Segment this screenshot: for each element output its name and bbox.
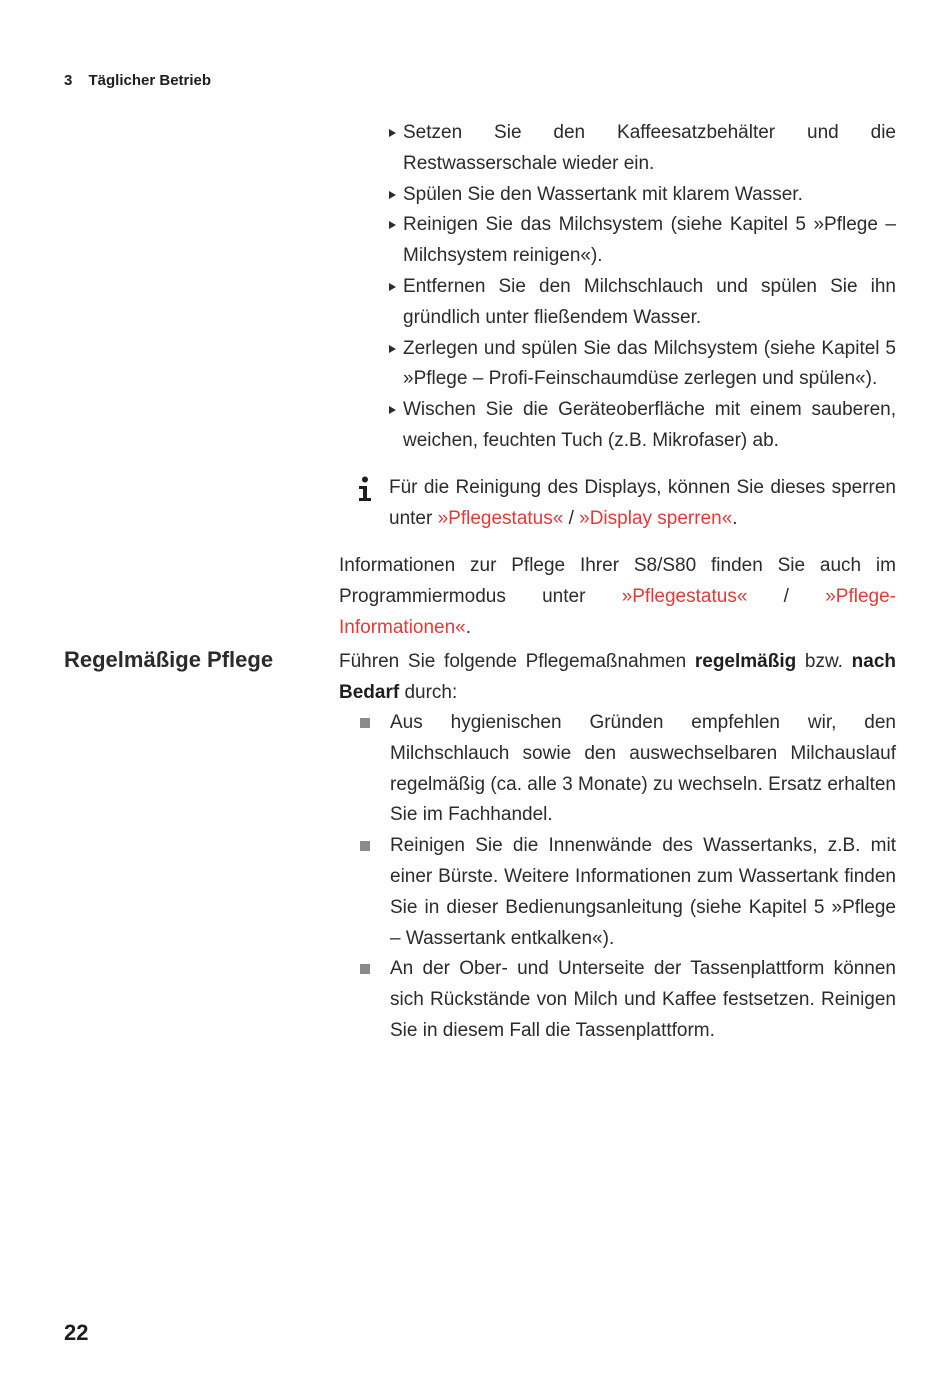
pflegestatus-link-2: »Pflegestatus« — [621, 585, 748, 607]
care-info-text-after: . — [465, 616, 472, 638]
square-bullet-icon — [360, 841, 370, 851]
intro-text-1: Führen Sie folgende Pflegemaßnahmen — [339, 651, 695, 672]
square-bullet-icon — [360, 964, 370, 974]
step-item: Wischen Sie die Geräteoberfläche mit einem sauberen, weichen, feuchten Tuch (z.B. Mikrofaser) ab. — [388, 395, 896, 457]
info-note — [356, 473, 896, 535]
square-bullet-icon — [360, 718, 370, 728]
care-measures-list — [358, 708, 896, 1047]
step-item: Reinigen Sie das Milchsystem (siehe Kapitel 5 »Pflege – Milchsystem reinigen«). — [388, 210, 896, 272]
chapter-title: Täglicher Betrieb — [88, 72, 212, 89]
intro-text-2: bzw. — [796, 651, 852, 672]
section-intro — [339, 647, 896, 709]
care-info-separator: / — [747, 585, 826, 607]
care-info-text-before: Informationen zur Pflege Ihrer S8/S80 finden Sie auch im Programmiermodus unter — [339, 555, 896, 607]
info-text-before: Für die Reinigung des Displays, können Sie dieses sperren unter — [389, 477, 896, 529]
intro-bold-2: nach Bedarf — [339, 651, 896, 703]
care-measure-item — [358, 831, 896, 954]
step-item: Setzen Sie den Kaffeesatzbehälter und die Restwasserschale wieder ein. — [388, 118, 896, 180]
care-measure-item — [358, 708, 896, 831]
pflegestatus-link: »Pflegestatus« — [437, 507, 564, 529]
step-item: Spülen Sie den Wassertank mit klarem Wasser. — [388, 180, 896, 211]
intro-text-3: durch: — [399, 681, 458, 703]
care-measure-text: Aus hygienischen Gründen empfehlen wir, den Milchschlauch sowie den auswechselbaren Milchauslauf regelmäßig (ca. alle 3 Monate) zu wechseln. Ersatz erhalten Sie im Fachhandel. — [390, 712, 896, 826]
chapter-number: 3 — [64, 72, 73, 89]
page-header — [64, 72, 211, 89]
section-heading: Regelmäßige Pflege — [64, 647, 274, 672]
step-item: Entfernen Sie den Milchschlauch und spülen Sie ihn gründlich unter fließendem Wasser. — [388, 272, 896, 334]
care-measure-text: Reinigen Sie die Innenwände des Wassertanks, z.B. mit einer Bürste. Weitere Informationen zum Wassertank finden Sie in dieser Bedienungsanleitung (siehe Kapitel 5 »Pflege – Wassertank entkalken«). — [390, 835, 896, 949]
care-measure-text: An der Ober- und Unterseite der Tassenplattform können sich Rückstände von Milch und Kaffee festsetzen. Reinigen Sie in diesem Fall die Tassenplattform. — [390, 958, 896, 1041]
page-number: 22 — [64, 1320, 89, 1345]
intro-bold-1: regelmäßig — [694, 651, 797, 672]
step-item: Zerlegen und spülen Sie das Milchsystem (siehe Kapitel 5 »Pflege – Profi-Feinschaumdüse zerlegen und spülen«). — [388, 334, 896, 396]
display-sperren-link: »Display sperren« — [579, 507, 733, 529]
cleaning-steps-list — [388, 118, 896, 457]
info-icon — [356, 476, 374, 502]
info-separator: / — [563, 507, 580, 529]
info-note-text — [389, 473, 896, 535]
info-text-after: . — [732, 507, 738, 529]
pflege-informationen-link: »Pflege-Informationen« — [339, 585, 896, 638]
care-measure-item — [358, 954, 896, 1046]
care-info-paragraph — [339, 551, 896, 643]
